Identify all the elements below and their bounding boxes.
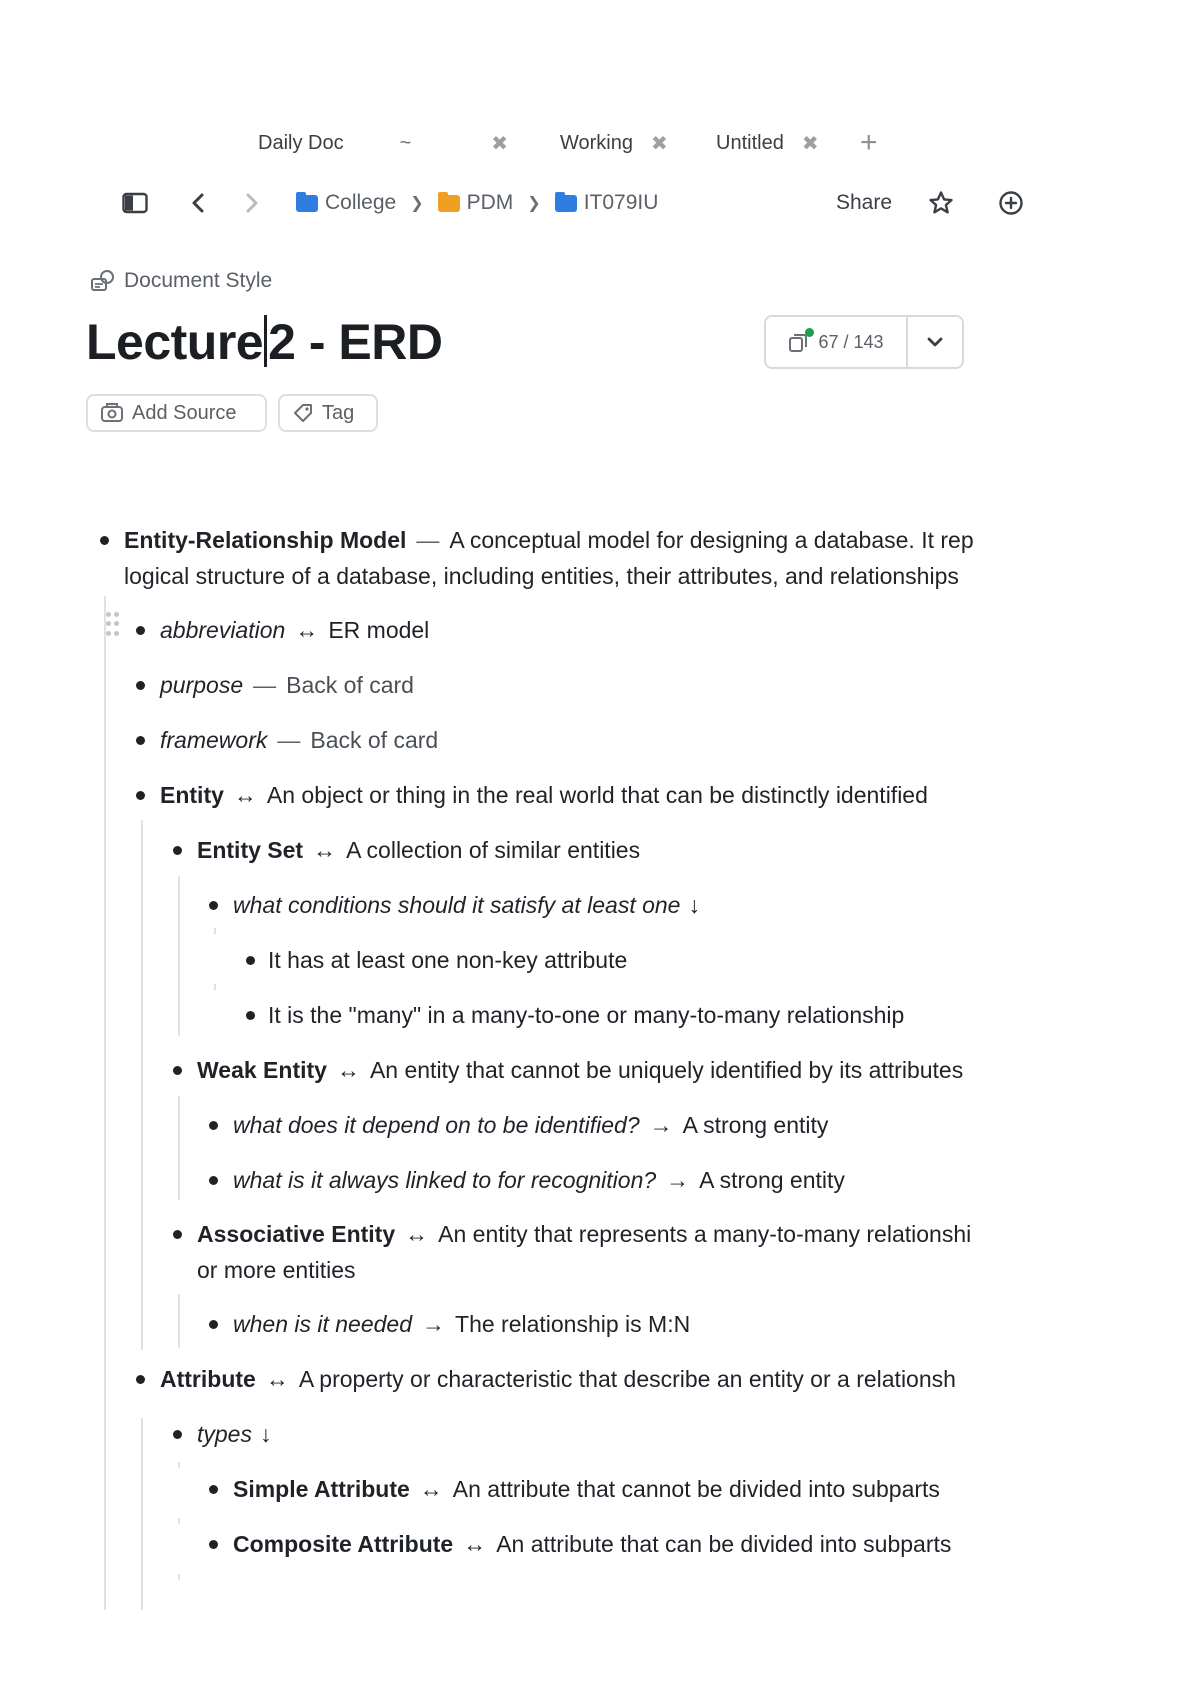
bullet-icon [173, 1430, 182, 1439]
arrow-right-icon: → [649, 1112, 673, 1138]
bullet-icon [136, 1375, 145, 1384]
card-term: types [197, 1421, 252, 1447]
list-item[interactable] [136, 1361, 1070, 1397]
breadcrumb-label: College [325, 191, 397, 214]
card-answer: A collection of similar entities [346, 837, 641, 863]
drag-handle-icon[interactable] [106, 612, 120, 638]
list-item[interactable] [100, 522, 1070, 594]
card-answer: An entity that cannot be uniquely identified by its attributes [369, 1057, 964, 1083]
separator: — [253, 672, 277, 698]
list-item[interactable] [209, 1162, 845, 1198]
chevron-right-icon: ❯ [410, 195, 424, 212]
bidirectional-arrow-icon: ↔ [313, 837, 337, 863]
bullet-icon [136, 736, 145, 745]
card-term: framework [160, 727, 268, 753]
card-term: Entity Set [197, 837, 304, 863]
title-part-2: 2 - ERD [268, 314, 443, 370]
title-part-1: Lecture [86, 314, 264, 370]
tag-label: Tag [322, 401, 355, 424]
arrow-down-icon: ↓ [688, 892, 700, 918]
bullet-icon [136, 626, 145, 635]
indent-guide-dash [178, 1518, 180, 1524]
list-item[interactable] [136, 612, 429, 648]
card-answer: An object or thing in the real world that can be distinctly identified [266, 782, 928, 808]
arrow-down-icon: ↓ [259, 1421, 272, 1447]
share-button[interactable]: Share [836, 191, 893, 214]
list-item[interactable] [136, 777, 1070, 813]
indent-guide [178, 1096, 180, 1200]
indent-guide [141, 820, 143, 1350]
card-answer: A strong entity [682, 1112, 829, 1138]
arrow-right-icon: → [422, 1311, 446, 1337]
bullet-icon [209, 1320, 218, 1329]
card-term: Associative Entity [197, 1221, 396, 1247]
card-answer: Back of card [286, 672, 414, 698]
list-item[interactable] [173, 1052, 1070, 1088]
document-style-label: Document Style [124, 269, 273, 292]
bullet-icon [246, 1011, 255, 1020]
list-item[interactable] [209, 1107, 828, 1143]
bullet-icon [136, 791, 145, 800]
list-item[interactable] [173, 832, 640, 868]
tab-label: Daily Doc [258, 131, 344, 154]
card-answer: The relationship is M:N [455, 1311, 691, 1337]
indent-guide [178, 876, 180, 1036]
chevron-right-icon: ❯ [527, 195, 541, 212]
bullet-icon [209, 901, 218, 910]
bullet-icon [173, 846, 182, 855]
card-answer: It has at least one non-key attribute [268, 947, 628, 973]
card-term: what conditions should it satisfy at least one [233, 892, 681, 918]
bullet-icon [100, 536, 109, 545]
card-term: abbreviation [160, 617, 286, 643]
indent-guide [141, 1418, 143, 1610]
card-term: purpose [160, 672, 244, 698]
card-answer: A conceptual model for designing a database. It rep [449, 527, 974, 553]
card-answer: It is the "many" in a many-to-one or many-to-many relationship [268, 1002, 905, 1028]
list-item[interactable] [209, 1471, 940, 1507]
card-answer: Back of card [310, 727, 439, 753]
bullet-icon [209, 1176, 218, 1185]
card-term: Composite Attribute [233, 1531, 454, 1557]
card-answer: An entity that represents a many-to-many relationshi [438, 1221, 972, 1247]
close-icon[interactable]: ✖ [491, 132, 509, 155]
bullet-icon [209, 1540, 218, 1549]
card-answer: ER model [328, 617, 430, 643]
card-term: what is it always linked to for recognition? [233, 1167, 657, 1193]
bidirectional-arrow-icon: ↔ [405, 1221, 429, 1247]
list-item[interactable] [136, 722, 438, 758]
bullet-icon [173, 1066, 182, 1075]
card-term: when is it needed [233, 1311, 413, 1337]
close-icon[interactable]: ✖ [651, 132, 668, 155]
list-item[interactable] [246, 997, 904, 1033]
separator: — [277, 727, 301, 753]
breadcrumb-label: IT079IU [583, 191, 659, 214]
bullet-icon [209, 1485, 218, 1494]
tab-tilde: ~ [399, 131, 412, 154]
bidirectional-arrow-icon: ↔ [336, 1057, 360, 1083]
tab-label: Working [560, 131, 633, 154]
card-answer-continued: or more entities [197, 1257, 356, 1283]
indent-guide-dash [178, 1462, 180, 1468]
close-icon[interactable]: ✖ [801, 132, 819, 155]
list-item[interactable] [209, 1526, 951, 1562]
tab-label: Untitled [716, 131, 784, 154]
indent-guide-dash [214, 984, 216, 990]
bullet-icon [209, 1121, 218, 1130]
bullet-icon [136, 681, 145, 690]
arrow-right-icon: → [666, 1167, 690, 1193]
indent-guide [178, 1294, 180, 1348]
card-term: Entity-Relationship Model [124, 527, 407, 553]
add-source-label: Add Source [132, 401, 237, 424]
card-answer: A strong entity [699, 1167, 845, 1193]
separator: — [416, 527, 440, 553]
bidirectional-arrow-icon: ↔ [419, 1476, 443, 1502]
card-term: Entity [160, 782, 224, 808]
indent-guide-dash [214, 928, 216, 934]
new-tab-plus-icon[interactable]: + [860, 126, 878, 159]
bidirectional-arrow-icon: ↔ [295, 617, 319, 643]
list-item[interactable] [173, 1216, 1070, 1288]
card-answer: A property or characteristic that describe an entity or a relationsh [298, 1366, 956, 1392]
card-term: Weak Entity [197, 1057, 327, 1083]
bullet-icon [173, 1230, 182, 1239]
card-term: Attribute [160, 1366, 256, 1392]
bidirectional-arrow-icon: ↔ [233, 782, 257, 808]
list-item[interactable] [173, 1416, 271, 1452]
breadcrumb-label: PDM [466, 191, 514, 214]
list-item[interactable] [246, 942, 627, 978]
bidirectional-arrow-icon: ↔ [265, 1366, 289, 1392]
list-item[interactable] [136, 667, 414, 703]
card-term: what does it depend on to be identified? [233, 1112, 640, 1138]
card-answer: An attribute that cannot be divided into subparts [452, 1476, 940, 1502]
card-answer: An attribute that can be divided into subparts [496, 1531, 952, 1557]
bidirectional-arrow-icon: ↔ [463, 1531, 487, 1557]
list-item[interactable] [209, 1306, 690, 1342]
bullet-icon [246, 956, 255, 965]
list-item[interactable] [209, 887, 700, 923]
review-count: 67 / 143 [818, 331, 884, 352]
indent-guide [104, 596, 106, 1610]
card-term: Simple Attribute [233, 1476, 410, 1502]
card-answer-continued: logical structure of a database, including entities, their attributes, and relationships [124, 563, 959, 589]
indent-guide-dash [178, 1574, 180, 1580]
